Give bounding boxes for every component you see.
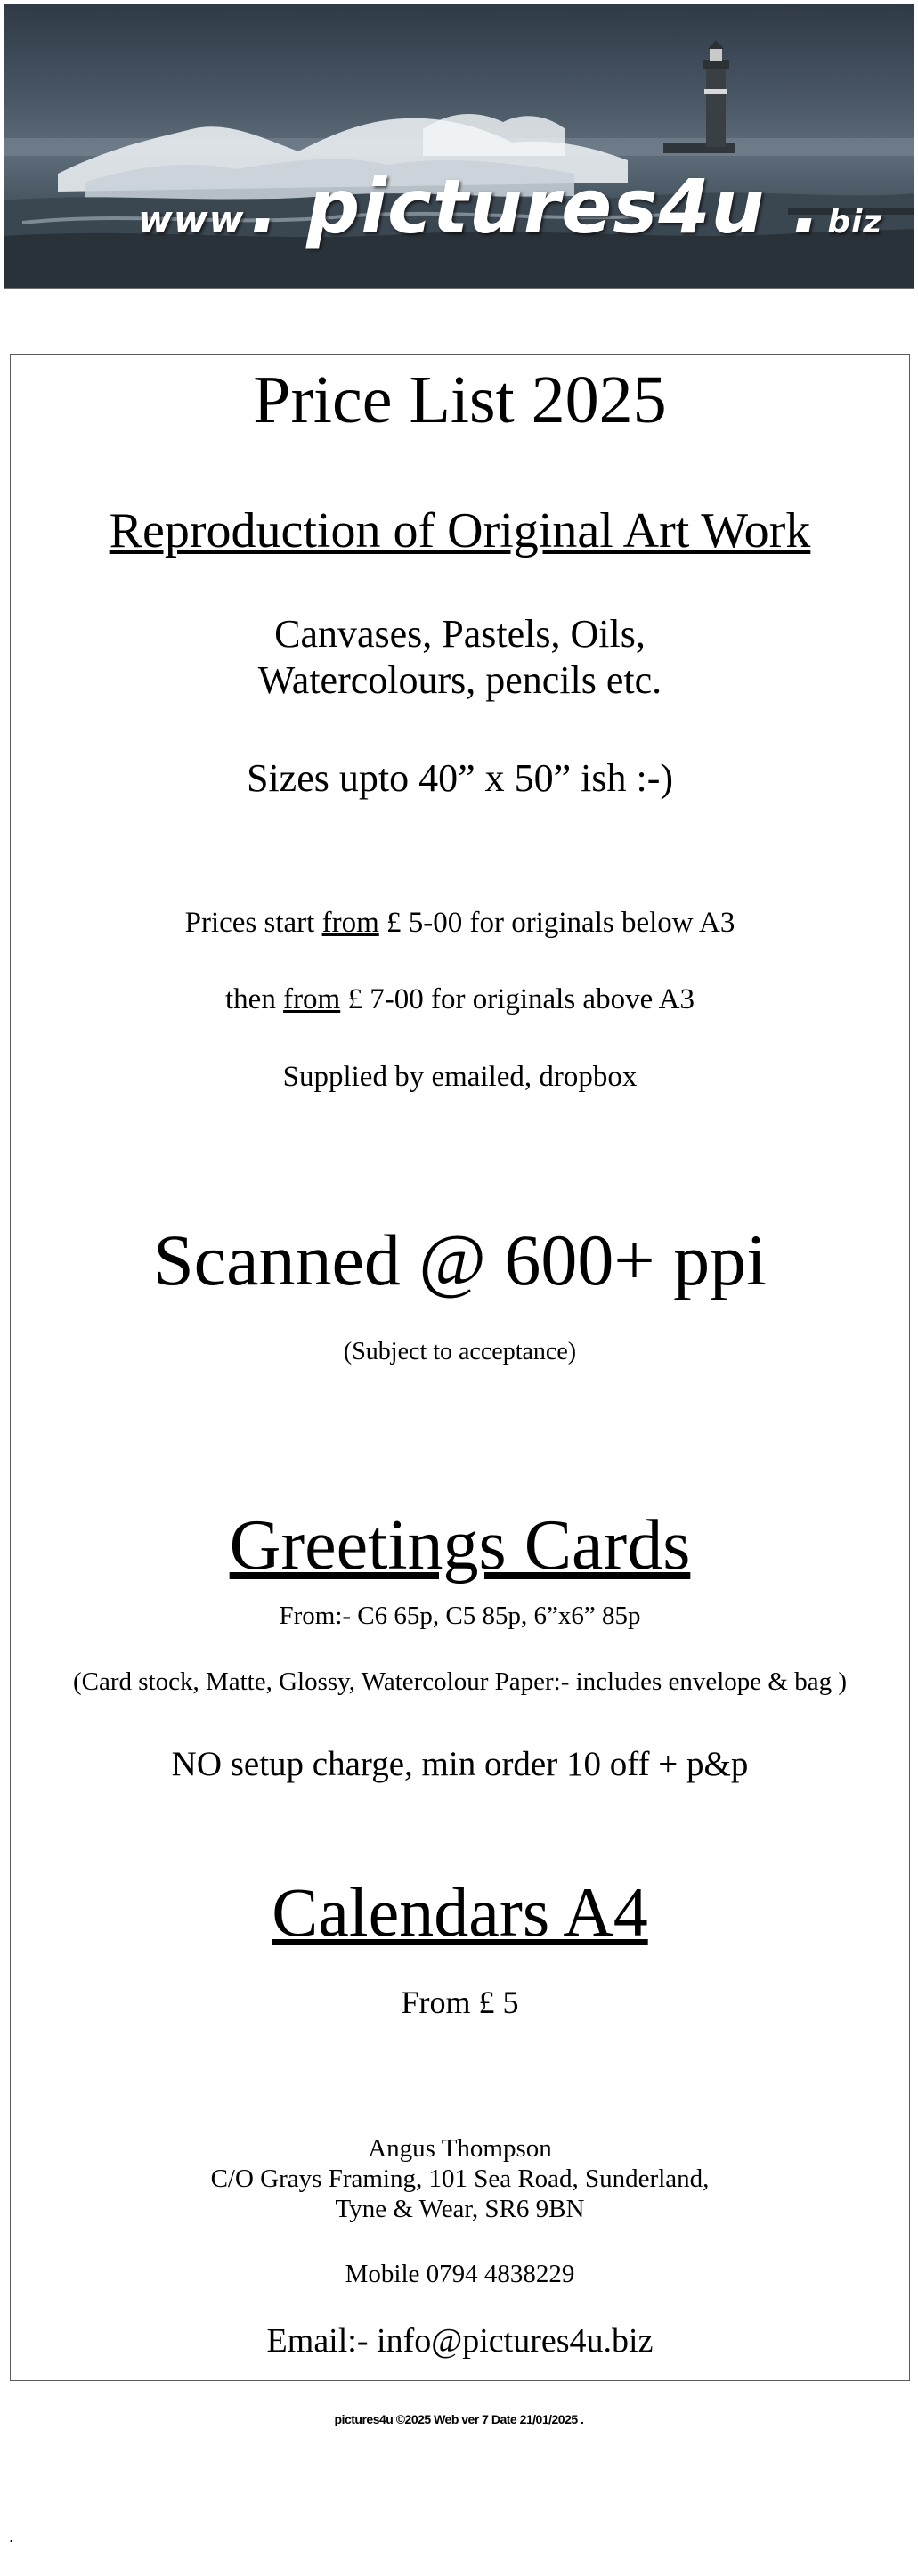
- greetings-cards-heading: Greetings Cards: [229, 1506, 691, 1585]
- calendars-heading: Calendars A4: [272, 1873, 648, 1951]
- banner-name: . pictures4u .: [249, 163, 822, 250]
- footer-credit: pictures4u ©2025 Web ver 7 Date 21/01/2025 .: [334, 2412, 584, 2426]
- contact-mobile: Mobile 0794 4838229: [345, 2260, 575, 2288]
- page-title: Price List 2025: [253, 363, 667, 437]
- contact-email[interactable]: Email:- info@pictures4u.biz: [266, 2322, 654, 2360]
- cards-stock-line: (Card stock, Matte, Glossy, Watercolour Paper:- includes envelope & bag ): [72, 1667, 848, 1696]
- contact-name: Angus Thompson: [368, 2134, 552, 2163]
- banner-logo-text: [138, 163, 882, 250]
- supplied-line: Supplied by emailed, dropbox: [282, 1061, 638, 1093]
- price-line-1: Prices start from £ 5-00 for originals below A3: [184, 907, 735, 939]
- cards-from-line: From:- C6 65p, C5 85p, 6”x6” 85p: [279, 1602, 641, 1630]
- banner-prefix: www: [138, 198, 245, 241]
- price-line-2: then from £ 7-00 for originals above A3: [225, 983, 695, 1015]
- media-line-1: Canvases, Pastels, Oils,: [274, 612, 646, 656]
- bottom-mark: .: [9, 2528, 14, 2546]
- reproduction-heading: Reproduction of Original Art Work: [109, 503, 811, 558]
- price-list-box: [10, 354, 910, 2381]
- scanned-heading: Scanned @ 600+ ppi: [153, 1219, 767, 1300]
- subject-note: (Subject to acceptance): [343, 1338, 577, 1365]
- media-line-2: Watercolours, pencils etc.: [257, 658, 662, 702]
- calendars-from-line: From £ 5: [401, 1985, 519, 2020]
- contact-address-2: Tyne & Wear, SR6 9BN: [335, 2195, 585, 2223]
- header-banner: [4, 4, 914, 289]
- contact-address-1: C/O Grays Framing, 101 Sea Road, Sunderland,: [210, 2164, 710, 2193]
- banner-suffix: biz: [827, 204, 883, 240]
- cards-setup-line: NO setup charge, min order 10 off + p&p: [171, 1745, 749, 1783]
- sizes-line: Sizes upto 40” x 50” ish :-): [246, 756, 674, 800]
